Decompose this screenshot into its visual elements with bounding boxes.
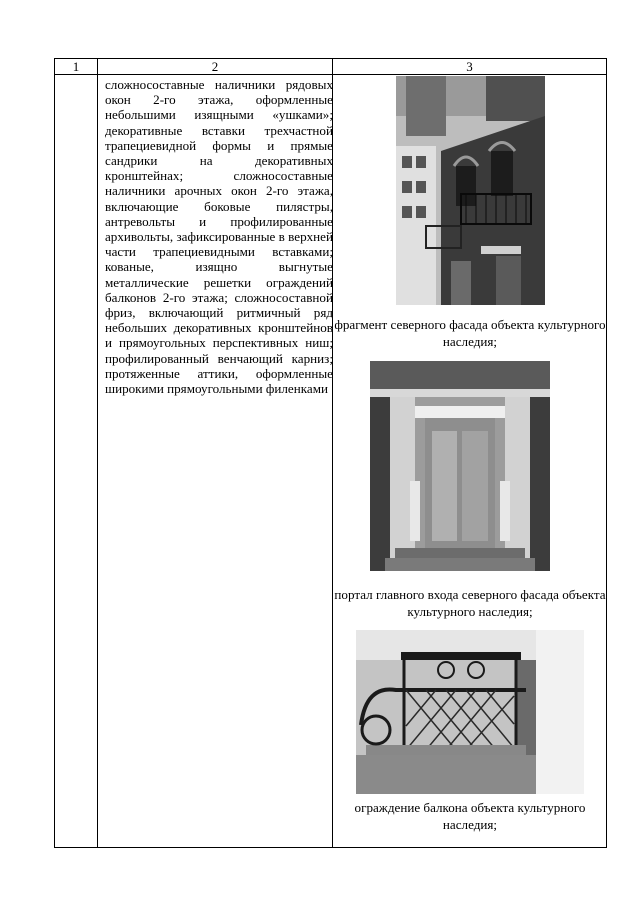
balcony-photo-icon <box>356 630 584 794</box>
facade-photo-icon <box>396 76 545 305</box>
column-divider-1 <box>97 59 98 847</box>
header-col-1: 1 <box>72 59 80 74</box>
portal-photo-icon <box>370 361 550 571</box>
header-col-3: 3 <box>466 59 473 74</box>
facade-caption: фрагмент северного фасада объекта культурного наследия; <box>334 317 606 349</box>
portal-caption: портал главного входа северного фасада объекта культурного наследия; <box>334 587 606 619</box>
description-text: сложносоставные наличники рядовых окон 2-го этажа, оформленные небольшими изящными «ушками»; декоративные вставки трехчастной трапециевидной формы и прямые сандрики на декоративных кронштейнах; сложносоставные наличники арочных окон 2-го этажа, включающие боковые пилястры, антревольты и профилированные архивольты, зафиксированные в верхней части трапециевидными вставками; кованые, изящно выгнутые металлические решетки ограждений балконов 2-го этажа; сложносоставной фриз, включающий ритмичный ряд небольших декоративных кронштейнов и прямоугольных перспективных ниш; профилированный венчающий карниз; протяженные аттики, оформленные широкими прямоугольными филенками <box>105 77 333 397</box>
balcony-caption: ограждение балкона объекта культурного наследия; <box>354 800 586 832</box>
header-col-2: 2 <box>211 59 219 74</box>
architectural-description <box>105 77 333 396</box>
heritage-table <box>54 58 607 848</box>
